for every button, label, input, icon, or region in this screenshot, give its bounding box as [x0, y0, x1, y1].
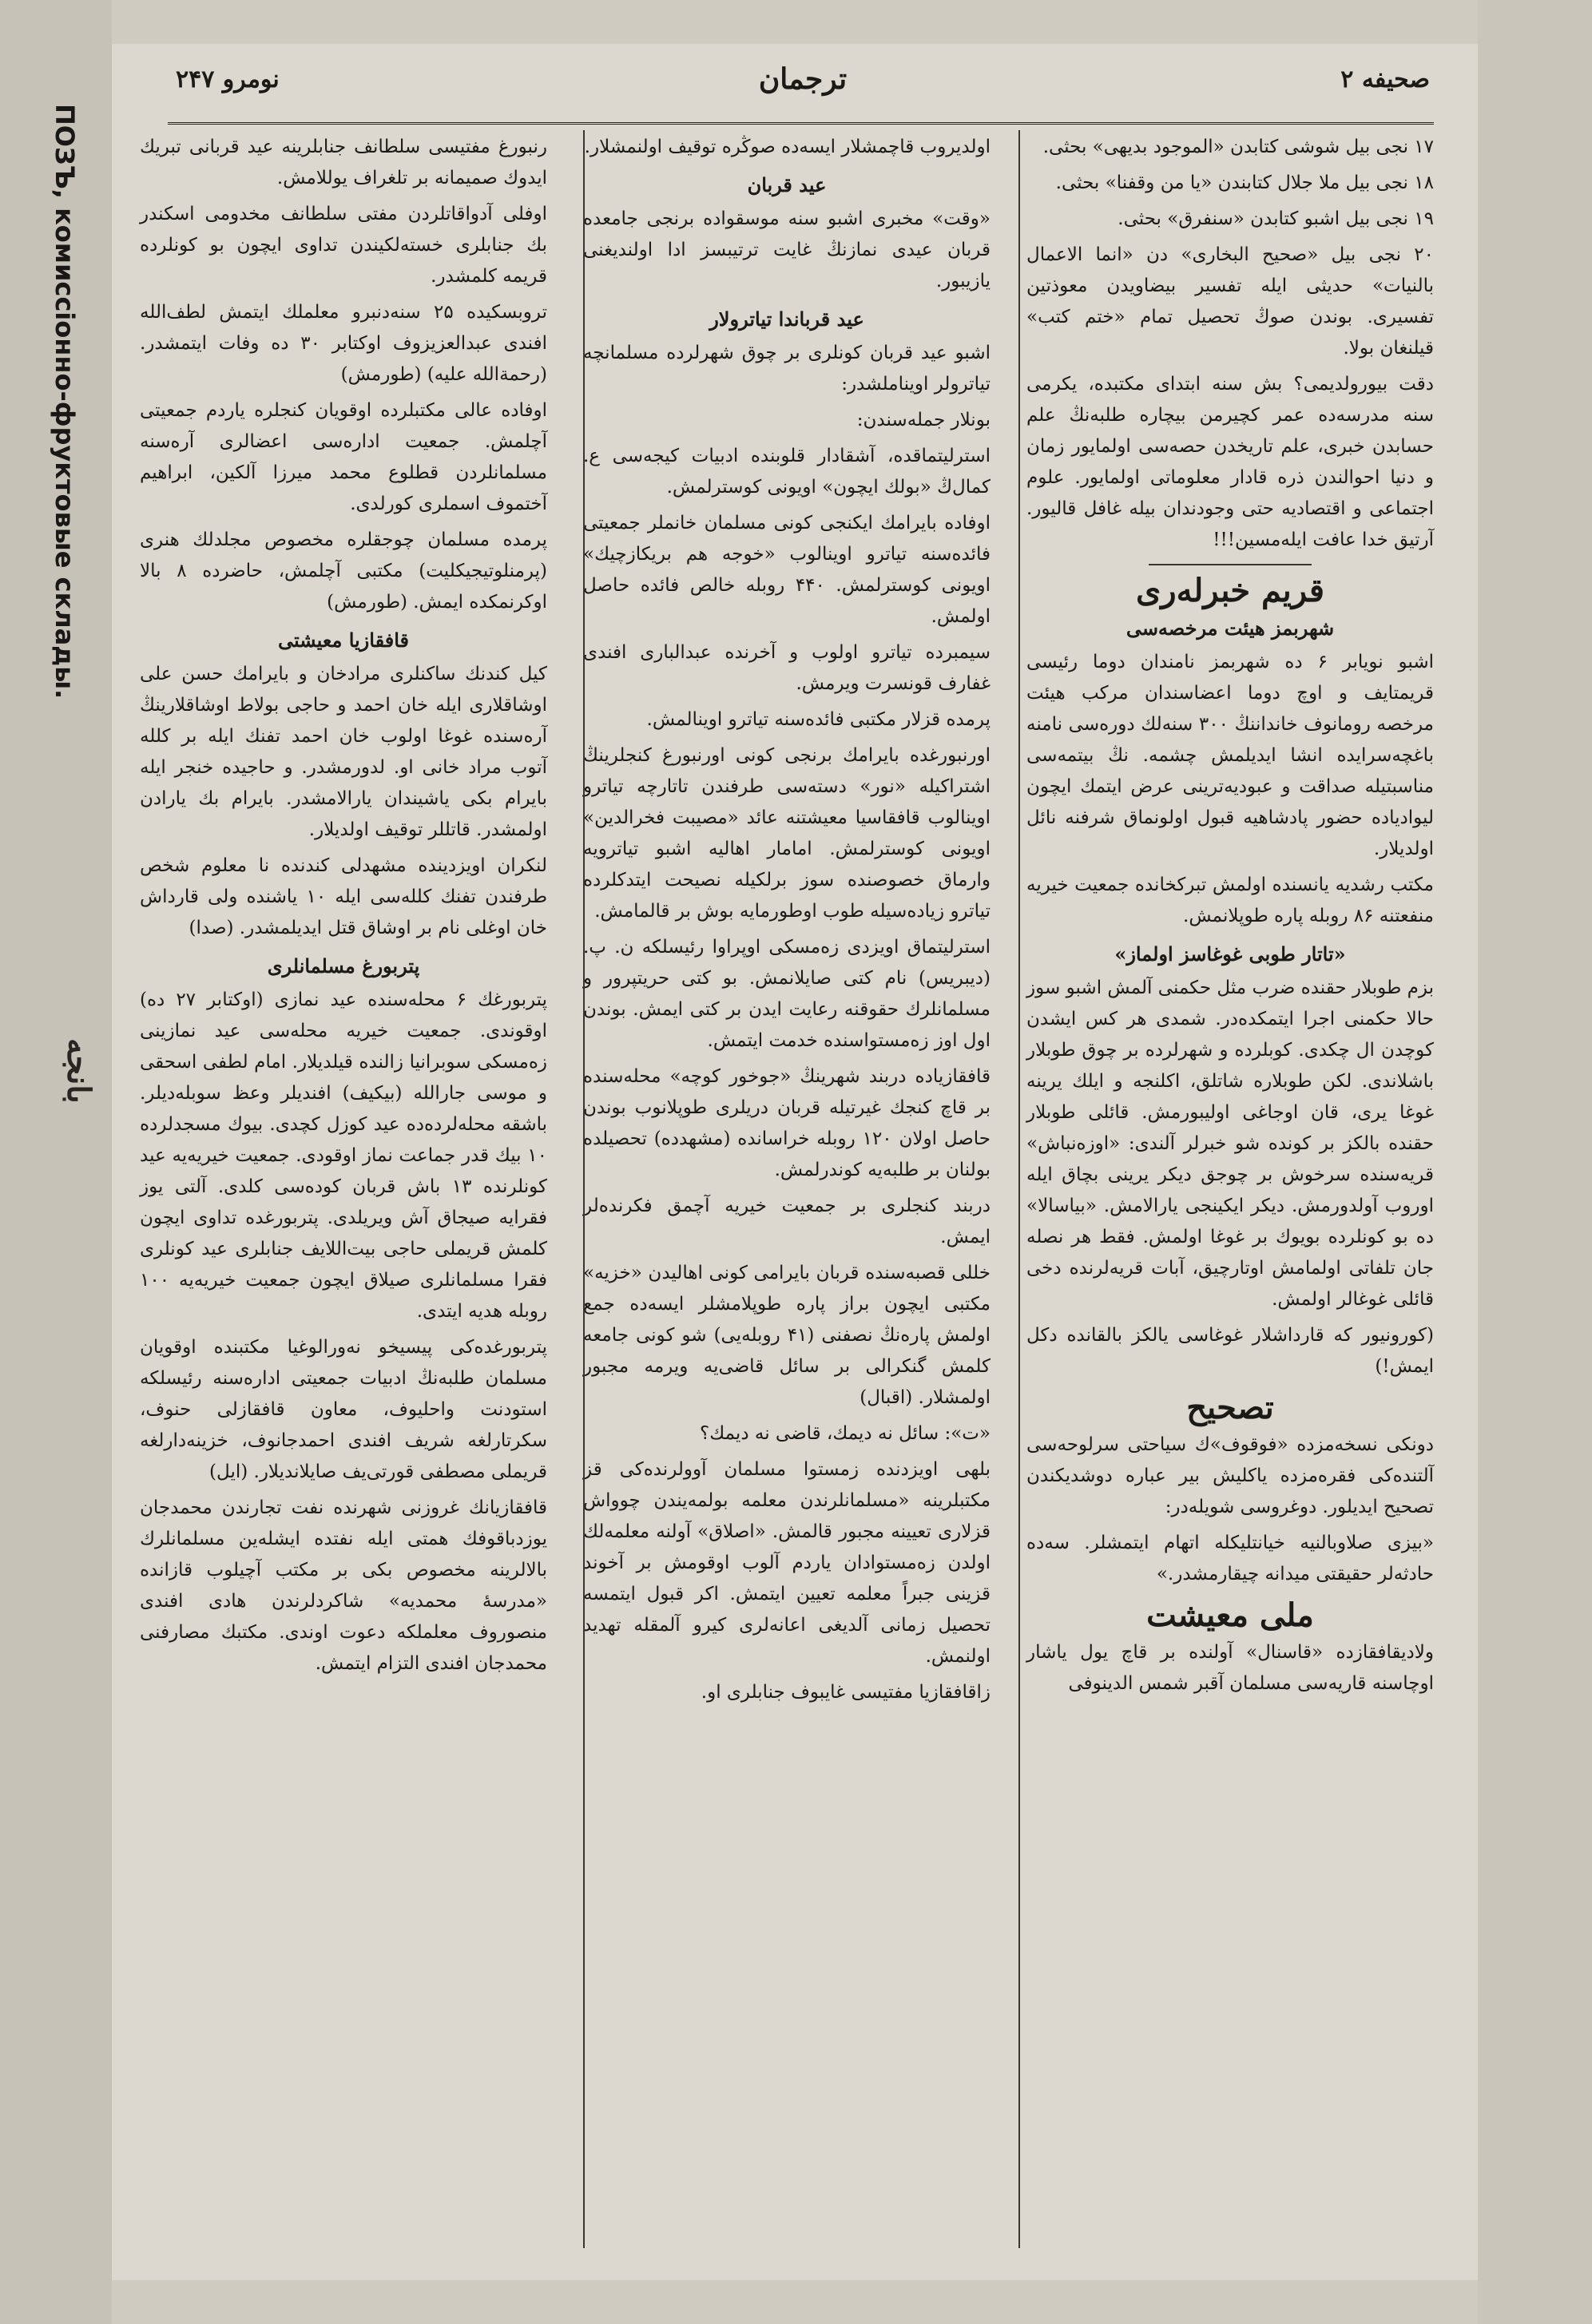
masthead-title: ترجمان: [758, 62, 848, 96]
margin-stamp-text: بانجه: [60, 1038, 97, 1104]
article-paragraph: بلهی اویزدنده زمستوا مسلمان آوولرنده‌کی قز مکتبلرینه «مسلمانلرندن معلمه بولمه‌یندن چوواش قزلاری تعیینه مجبور قالمش. «اصلاق» آولنه معلمه‌لك اولدن زه‌مستوادان یاردم آلوب اوقومش بر آخوند قزینی جبراً معلمه تعیین ایتمش. اکر قبول ایتمسه تحصیل زمانی آلدیغی اعانه‌لری کیرو آلمقله تهدید اولنمش.: [583, 1459, 991, 1667]
article-subheading: عید قرباندا تیاترولار: [709, 307, 864, 331]
article-paragraph: استرلیتماق اویزدی زه‌مسکی اوپراوا رئیسلکه ن. پ. (دیبریس) نام کتی صایلانمش. بو کتی حریتپرور و مسلمانلرك حقوقنه رعایت ایدن بر کتی ایمش. بوندن اول اوز زه‌مستواسنده خدمت ایتمش.: [583, 937, 991, 1051]
section-heading: تصحیح: [1186, 1389, 1274, 1426]
article-paragraph: اشبو عید قربان کونلری بر چوق شهرلرده مسلمانچه تیاترولر اویناملشدر:: [583, 343, 991, 395]
margin-vertical-text: ПОЗЪ, комиссіонно-фруктовые склады.: [50, 104, 80, 700]
newspaper-page: [112, 44, 1478, 2280]
article-paragraph: مکتب رشدیه یانسنده اولمش تبرکخانده جمعیت خیریه منفعتنه ۸۶ روبله پاره طوپلانمش.: [1026, 874, 1434, 926]
column-left: [140, 132, 547, 2248]
article-subheading: قافقازیا معیشتی: [278, 629, 409, 652]
page-number: صحیفه ۲: [1340, 65, 1430, 93]
article-paragraph: رنبورغ مفتیسی سلطانف جنابلرینه عید قربانی تبریك ایدوك صمیمانه بر تلغراف یوللامش.: [140, 137, 547, 188]
article-subheading: عید قربان: [747, 173, 827, 196]
article-paragraph: بونلار جمله‌سندن:: [856, 410, 991, 430]
article-paragraph: پرمده مسلمان چوجقلره مخصوص مجلدلك هنری (پرمنلوتیجیکلیت) مکتبی آچلمش، حاضرده ۸ بالا اوکرنمکده ایمش. (طورمش): [140, 529, 547, 613]
article-paragraph: اشبو نویابر ۶ ده شهربمز نامندان دوما رئیسی قریمتایف و اوچ دوما اعضاسندان مرکب هیئت مرخصه رومانوف خانداننڭ ۳۰۰ سنه‌لك دوره‌سی نامنه باغچه‌سرایده انشا ایدیلمش چشمه. نڭ بیتمه‌سی مناسبتیله صداقت و عبودیه‌ترینی عرض ایتمك ایچون لیوادیاده حضور پادشاهیه قبول اولونماق شرفنه نائل اولدیلار.: [1026, 652, 1435, 859]
article-paragraph: دربند کنجلری بر جمعیت خیریه آچمق فکرنده‌لر ایمش.: [583, 1196, 991, 1247]
article-paragraph: زاقافقازیا مفتیسی غایبوف جنابلری او.: [701, 1682, 991, 1703]
article-paragraph: «بیزی صلاوبالنیه خیانتلیکله اتهام ایتمشلر. سه‌ده حادثه‌لر حقیقتی میدانه چیقارمشدر.»: [1026, 1533, 1434, 1584]
left-margin-strip: [0, 0, 112, 2324]
article-paragraph: سیمبرده تیاترو اولوب و آخرنده عبدالباری افندی غفارف قونسرت ویرمش.: [583, 642, 991, 694]
article-paragraph: تروبسکیده ۲۵ سنه‌دنبرو معلملك ایتمش لطف‌الله افندی عبدالعزیزوف اوکتابر ۳۰ ده وفات ایتمشدر. (رحمة‌الله علیه) (طورمش): [140, 302, 548, 385]
article-paragraph: اورنبورغده بایرامك برنجی کونی اورنبورغ کنجلرینڭ اشتراکیله «نور» دسته‌سی طرفندن تاتارچه تیاترو اوینالوب قافقاسیا معیشتنه عائد «مصیبت فخرالدین» اویونی کوسترلمش. امامار اهالیه اشبو تیاترویه وارماق خصوصنده سوز برلکیله نصیحت ایتدکلرده تیاترو زیاده‌سیله طوب اوطورمایه بوش بر قالمامش.: [583, 745, 991, 922]
header-rule: [168, 122, 1434, 125]
column-middle: [583, 132, 991, 2248]
article-paragraph: قافقازیاده دربند شهرینڭ «جوخور کوچه» محله‌سنده بر قاچ کنجك غیرتیله قربان دریلری طوپلانوب بوندن حاصل اولان ۱۲۰ روبله خراسانده (مشهدده) تحصیلده بولنان بر طلبه‌یه کوندرلمش.: [583, 1066, 991, 1180]
article-paragraph: پرمده قزلار مکتبی فائده‌سنه تیاترو اوینالمش.: [646, 709, 991, 730]
article-paragraph: اوفلی آدواقاتلردن مفتی سلطانف مخدومی اسکندر بك جنابلری خسته‌لکیندن تداوی ایچون بو کونلرده قریمه کلمشدر.: [140, 204, 547, 287]
article-paragraph: پتربورغده‌کی پیسیخو نه‌ورالوغیا مکتبنده اوقویان مسلمان طلبه‌نڭ ادبیات جمعیتی اداره‌سنه رئیسلکه استودنت واحلیوف، معاون قافقازلی حنوف، سکرتارلغه شریف افندی احمدجانوف، خزینه‌دارلغه قریملی مصطفی قورتی‌یف صایلاندیلار. (ایل): [140, 1337, 547, 1482]
article-paragraph: قافقازیانك غروزنی شهرنده نفت تجارندن محمدجان یوزدباقوفك همتی ایله نفتده ایشله‌ین مسلمانلرك بالالرینه مخصوص بکی بر مکتب آچیلوب قازانده «مدرسهٔ محمدیه» شاکردلرندن هادی افندی منصوروف معلملکه دعوت اوندی. مکتبك مصارفنی محمدجان افندی التزام ایتمش.: [140, 1497, 547, 1674]
article-paragraph: «وقت» مخبری اشبو سنه موسقواده برنجی جامعده قربان عیدی نمازنڭ غایت ترتیبسز ادا اولندیغنی یازیبور.: [583, 208, 991, 291]
article-paragraph: بزم طوبلار حقنده ضرب مثل حکمنی آلمش اشبو سوز حالا حکمنی اجرا ایتمکده‌در. شمدی هر کس ایشدن کوچدن ال چکدی. کوبلرده و شهرلرده بر چوق طوبلار باشلاندی. لکن طوبلاره شاتلق، اکلنجه و ایلك یرینه غوغا یری، قان اوجاغی اولیبورمش. قائلی طوبلار حقنده بالکز بر کونده شو خبرلر آلندی: «اوزه‌نباش» قریه‌سنده سرخوش بر چوجق دیکر یرینی بچاق ایله اوروب آولدورمش. دیکر ایکینجی یارالامش. «بیاسالا» ده بو کونلرده بویوك بر غوغا اولمش. فقط هر نصله جان تلفاتی اولمامش اوتارچیق، آبات قریه‌لرنده دخی قائلی غوغالر اولمش.: [1026, 978, 1434, 1310]
article-paragraph: استرلیتماقده، آشقادار قلوبنده ادبیات کیجه‌سی ع. کمال‌ڭ «بولك ایچون» اویونی کوسترلمش.: [583, 446, 991, 498]
page-header: [176, 56, 1430, 112]
article-subheading: پتربورغ مسلمانلری: [267, 954, 420, 978]
section-rule: [1149, 564, 1312, 565]
article-paragraph: (کورونیور که قارداشلار غوغاسی یالکز بالقانده دکل ایمش!): [1026, 1325, 1434, 1377]
column-divider: [1018, 130, 1020, 2248]
section-heading: قریم خبرله‌ری: [1136, 572, 1324, 609]
article-paragraph: ولادیقافقازده «قاسنال» آولنده بر قاچ یول یاشار اوچاسنه قاریه‌سی مسلمان آقبر شمس الدینوفی: [1026, 1642, 1434, 1694]
article-subheading: شهربمز هیئت مرخصه‌سی: [1126, 617, 1335, 640]
article-paragraph: اوفاده عالی مکتبلرده اوقویان کنجلره یاردم جمعیتی آچلمش. جمعیت اداره‌سی اعضالری آره‌سنه مسلمانلردن قطلوع محمد میرزا آلکین، ابراهیم آختموف اسملری کورلدی.: [140, 400, 547, 514]
article-paragraph: کیل کندنك ساکنلری مرادخان و بایرامك حسن علی اوشاقلاری ایله خان احمد و حاجی بولاط اوشاقلارینڭ آره‌سنده غوغا اولوب خان احمد تفنك ایله بر کلله آتوب مراد خانی او. لدورمشدر. و حاجیده خنجر ایله بایرام بکی یاشیندان یارالامشدر. بایرام بك یارادن اولمشدر. قاتللر توقیف اولدیلار.: [140, 664, 547, 840]
article-paragraph: دونکی نسخه‌مزده «فوقوف»ك سیاحتی سرلوحه‌سی آلتنده‌کی فقره‌مزده یاکلیش بیر عباره دوشدیکندن تصحیح ایدیلور. دوغروسی شویله‌در:: [1026, 1434, 1434, 1517]
issue-number: نومرو ۲۴۷: [176, 65, 280, 93]
article-subheading: «تاتار طوبی غوغاسز اولماز»: [1114, 942, 1346, 966]
column-right: [1026, 132, 1434, 2248]
article-paragraph: لنکران اویزدینده مشهدلی کندنده نا معلوم شخص طرفندن تفنك کلله‌سی ایله ۱۰ یاشنده ولی قارداش خان اوغلی نام بر اوشاق قتل ایدیلمشدر. (صدا): [140, 855, 548, 938]
article-paragraph: دقت بیورولدیمی؟ بش سنه ابتدای مکتبده، یکرمی سنه مدرسه‌ده عمر کچیرمن بیچاره طلبه‌نڭ علم حسابدن خبری، علم تاریخدن حصه‌سی اولمایور زمان و دنیا احوالندن ذره قادار معلوماتی اولمایور. علوم اجتماعی و اقتصادیه حتی وجودندان بیله غافل قالیور. آرتیق خدا عافت ایله‌مسین!!!: [1026, 374, 1434, 550]
article-paragraph: ۱۹ نجی بیل اشبو کتابدن «سنفرق» بحثی.: [1118, 208, 1434, 229]
article-paragraph: خللی قصبه‌سنده قربان بایرامی کونی اهالیدن «خزیه» مکتبی ایچون براز پاره طوپلامشلر ایسه‌ده جمع اولمش پاره‌نڭ نصفنی (۴۱ روبله‌یی) شو کونی جامعه کلمش گنکرالی بر سائل قاضی‌یه ویرمه مجبور اولمشلار. (اقبال): [583, 1263, 991, 1408]
section-heading: ملی معیشت: [1146, 1596, 1314, 1634]
article-paragraph: ۲۰ نجی بیل «صحیح البخاری» دن «انما الاعمال بالنیات» حدیثی ایله تفسیر بیضاویدن معوذتین تفسیری. بوندن صوڭ تحصیل تمام «ختم کتب» قیلنغان بولا.: [1026, 244, 1434, 359]
article-paragraph: پتربورغك ۶ محله‌سنده عید نمازی (اوکتابر ۲۷ ده) اوقوندی. جمعیت خیریه محله‌سی عید نمازینی زه‌مسکی سوبرانیا زالنده قیلدیلار. امام لطفی اسحقی و موسی جارالله (بیکیف) افندیلر وعظ سوبله‌دیلر. باشقه محله‌لرده‌ده عید کوزل کچدی. بیوك مسجدلرده ۱۰ بیك قدر جماعت نماز اوقودی. جمعیت خیریه‌یه عید کونلرنده ۱۳ باش قربان کوده‌سی کلدی. آلتی یوز فقرایه صیجاق آش ویریلدی. پتربورغده تداوی ایچون کلمش قریملی حاجی بیت‌اللایف جنابلری عید کونلری فقرا مسلمانلری صیلاق ایچون جمعیت خیریه‌یه ۱۰۰ روبله هدیه ایتدی.: [140, 989, 548, 1322]
article-paragraph: «ت»: سائل نه دیمك، قاضی نه دیمك؟: [700, 1423, 991, 1444]
article-paragraph: ۱۷ نجی بیل شوشی کتابدن «الموجود بدیهی» بحثی.: [1042, 137, 1434, 157]
right-margin-strip: [1478, 0, 1592, 2324]
article-paragraph: ۱۸ نجی بیل ملا جلال کتابندن «یا من وقفنا» بحثی.: [1055, 173, 1434, 193]
column-divider: [583, 130, 585, 2248]
article-paragraph: اوفاده بایرامك ایکنجی کونی مسلمان خانملر جمعیتی فائده‌سنه تیاترو اوینالوب «خوجه هم بریکازچیك» اویونی کوسترلمش. ۴۴۰ روبله خالص فائده حاصل اولمش.: [583, 513, 991, 627]
article-paragraph: اولدیروب قاچمشلار ایسه‌ده صوڭره توقیف اولنمشلار.: [584, 137, 991, 157]
